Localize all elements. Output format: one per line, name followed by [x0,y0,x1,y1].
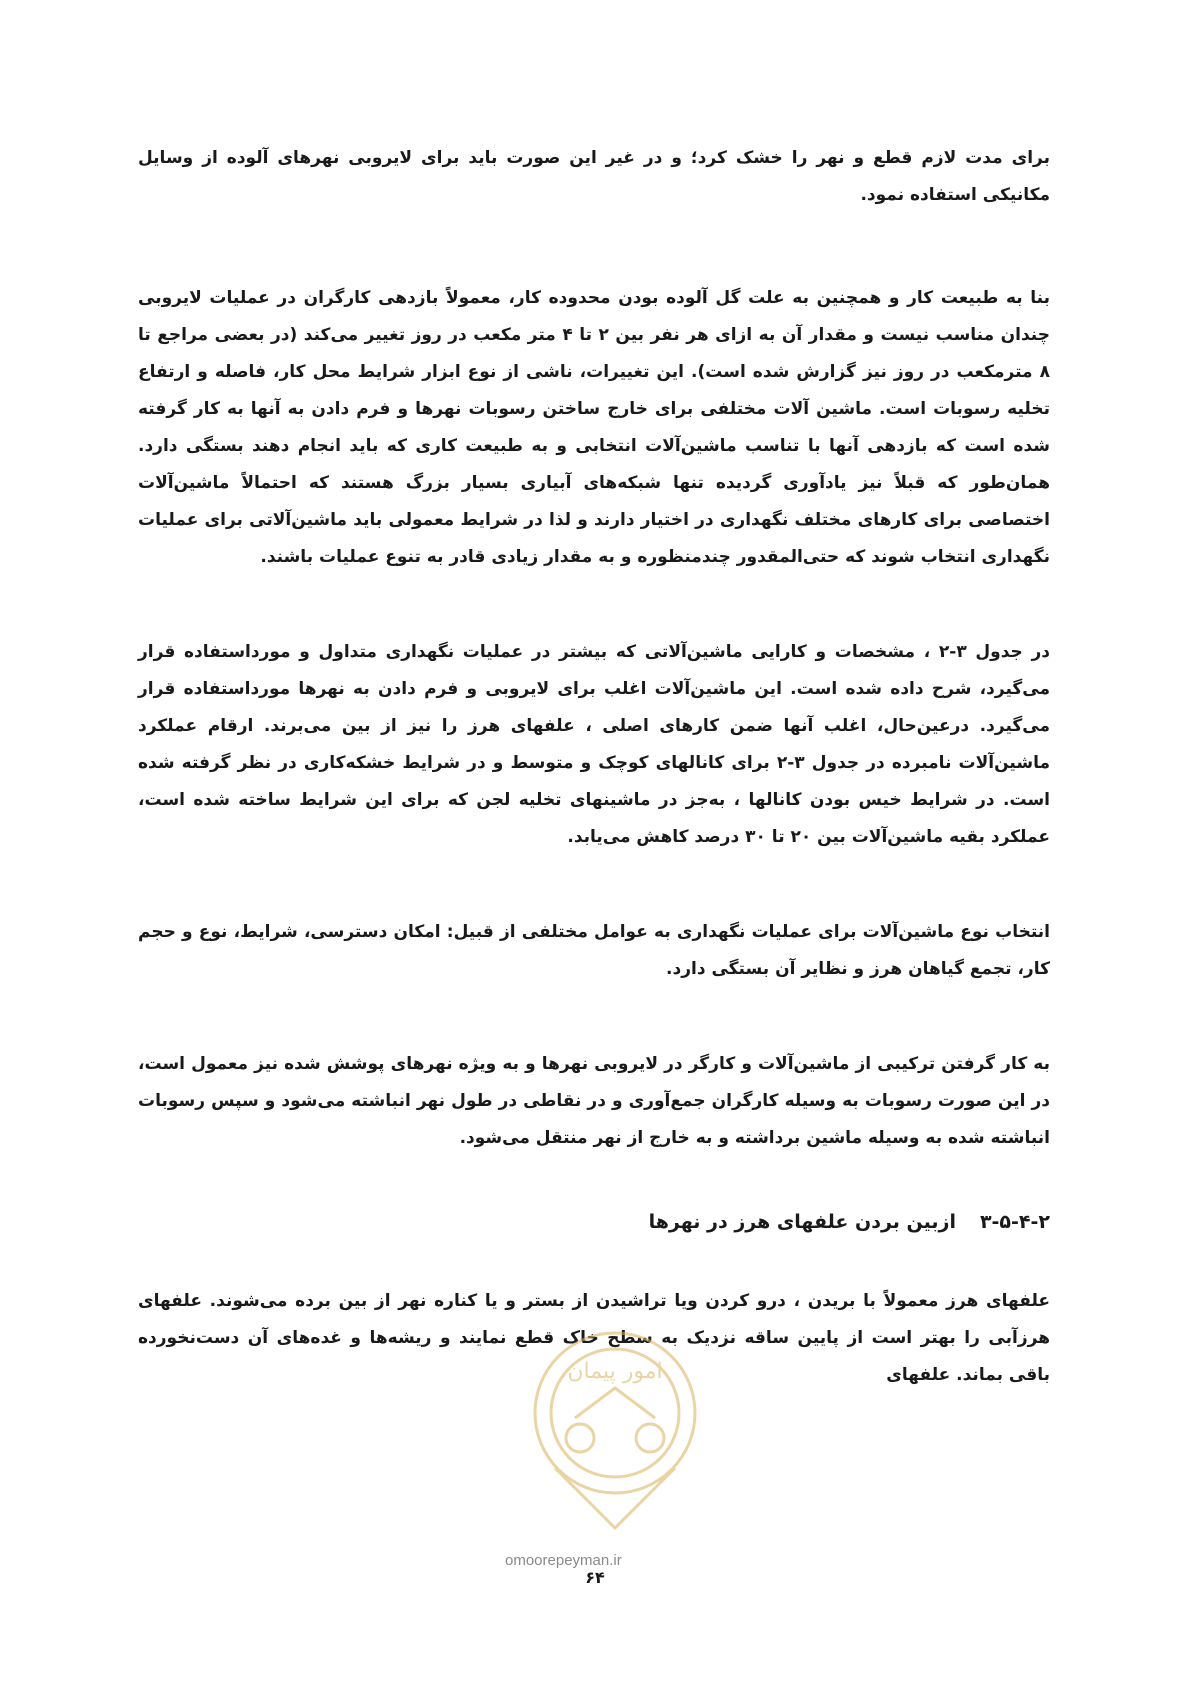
watermark-site: omoorepeyman.ir [505,1552,622,1569]
watermark-logo-text: امور پیمان [567,1359,663,1384]
paragraph-6: علفهای هرز معمولاً با بریدن ، درو کردن ویا تراشیدن از بستر و یا کناره نهر از بین برده می‌شوند. علفهای هرزآبی را بهتر است از پایین ساقه نزدیک به سطح خاک قطع نمایند و ریشه‌ها و غده‌های آن دست‌نخورده باقی بماند. علفهای [138,1291,1050,1385]
paragraph-2: بنا به طبیعت کار و همچنین به علت گل آلوده بودن محدوده کار، معمولاً بازدهی کارگران در عملیات لایروبی چندان مناسب نیست و مقدار آن به ازای هر نفر بین ۲ تا ۴ متر مکعب در روز تغییر می‌کند (در بعضی مراجع تا ۸ مترمکعب در روز نیز گزارش شده است). این تغییرات، ناشی از نوع ابزار شرایط محل کار، فاصله و ارتفاع تخلیه رسوبات است. ماشین آلات مختلفی برای خارج ساختن رسوبات نهرها و فرم دادن به آنها به کار گرفته شده است که بازدهی آنها با تناسب ماشین‌آلات انتخابی و به طبیعت کاری که باید انجام دهند بستگی دارد. همان‌طور که قبلاً نیز یادآوری گردیده تنها شبکه‌های آبیاری بسیار بزرگ هستند که احتمالاً ماشین‌آلات اختصاصی برای کارهای مختلف نگهداری در اختیار دارند و لذا در شرایط معمولی باید ماشین‌آلاتی برای عملیات نگهداری انتخاب شوند که حتی‌المقدور چندمنظوره و به مقدار زیادی قادر به تنوع عملیات باشند. [138,288,1050,567]
paragraph-3: در جدول ۳-۲ ، مشخصات و کارایی ماشین‌آلاتی که بیشتر در عملیات نگهداری متداول و مورداستفاده قرار می‌گیرد، شرح داده شده است. این ماشین‌آلات اغلب برای لایروبی و فرم دادن به نهرها مورداستفاده قرار می‌گیرد. درعین‌حال، اغلب آنها ضمن کارهای اصلی ، علفهای هرز را نیز از بین می‌برند. ارقام عملکرد ماشین‌آلات نامبرده در جدول ۳-۲ برای کانالهای کوچک و متوسط و در شرایط خشکه‌کاری در نظر گرفته شده است. در شرایط خیس بودن کانالها ، به‌جز در ماشینهای تخلیه لجن که برای این شرایط ساخته شده است، عملکرد بقیه ماشین‌آلات بین ۲۰ تا ۳۰ درصد کاهش می‌یابد. [138,642,1050,847]
section-title: ازبین بردن علفهای هرز در نهرها [648,1211,956,1233]
paragraph-5: به کار گرفتن ترکیبی از ماشین‌آلات و کارگر در لایروبی نهرها و به ویژه نهرهای پوشش شده نیز معمول است، در این صورت رسوبات به وسیله کارگران جمع‌آوری و در نقاطی در طول نهر انباشته می‌شود و سپس رسوبات انباشته شده به وسیله ماشین برداشته و به خارج از نهر منتقل می‌شود. [138,1054,1050,1148]
section-number: ۳-۵-۴-۲ [979,1211,1050,1233]
paragraph-1: برای مدت لازم قطع و نهر را خشک کرد؛ و در غیر این صورت باید برای لایروبی نهرهای آلوده از وسایل مکانیکی استفاده نمود. [138,148,1050,205]
paragraph-4: انتخاب نوع ماشین‌آلات برای عملیات نگهداری به عوامل مختلفی از قبیل: امکان دسترسی، شرایط، نوع و حجم کار، تجمع گیاهان هرز و نظایر آن بستگی دارد. [138,922,1050,979]
section-heading [138,1207,1050,1237]
page-number: ۶۴ [585,1568,605,1587]
document-body [138,140,1050,1452]
